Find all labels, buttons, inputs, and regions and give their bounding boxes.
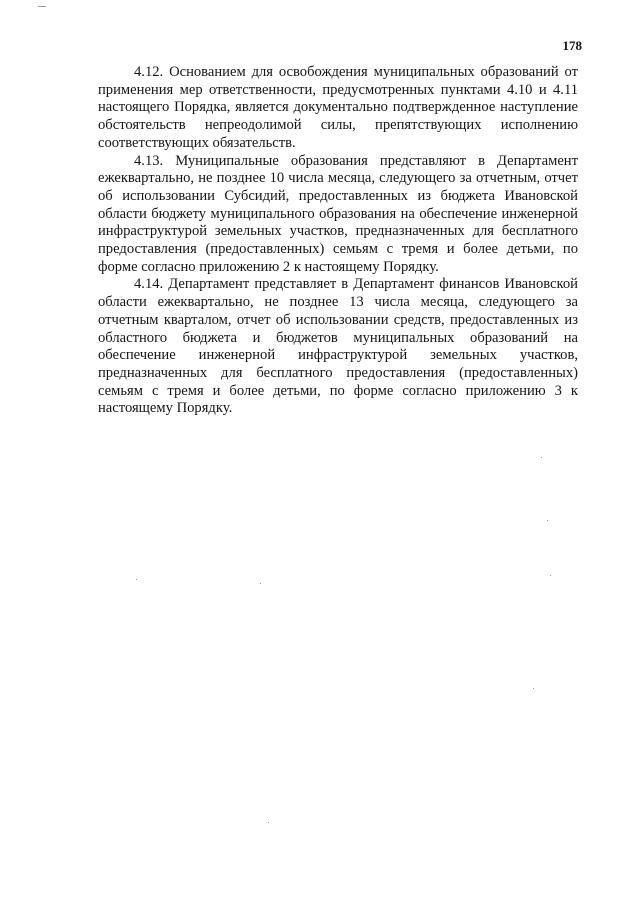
scan-speck [541,457,542,458]
scan-speck [533,688,534,689]
scan-speck [136,579,137,580]
paragraph-4-12: 4.12. Основанием для освобождения муниципальных образований от применения мер ответственности, предусмотренных пунктами 4.10 и 4.11 настоящего Порядка, является документально подтвержденное наступление обстоятельств непреодолимой силы, препятствующих исполнению соответствующих обязательств. [98,64,578,151]
scan-speck [550,575,551,576]
page-number: 178 [562,38,582,53]
paragraph-4-14: 4.14. Департамент представляет в Департамент финансов Ивановской области ежеквартально, не позднее 13 числа месяца, следующего за отчетным кварталом, отчет об использовании средств, предоставленных из областного бюджета и бюджетов муниципальных образований на обеспечение инженерной инфраструктурой земельных участков, предназначенных для бесплатного предоставления (предоставленных) семьям с тремя и более детьми, по форме согласно приложению 3 к настоящему Порядку. [98,276,578,417]
scan-speck [268,822,269,823]
document-body [98,64,578,418]
scan-speck [260,583,261,584]
scan-speck [547,520,548,521]
paragraph-4-13: 4.13. Муниципальные образования представляют в Департамент ежеквартально, не позднее 10 числа месяца, следующего за отчетным, отчет об использовании Субсидий, предоставленных из бюджета Ивановской области бюджету муниципального образования на обеспечение инженерной инфраструктурой земельных участков, предназначенных для бесплатного предоставления (предоставленных) семьям с тремя и более детьми, по форме согласно приложению 2 к настоящему Порядку. [98,152,578,275]
scan-speck [38,6,46,7]
